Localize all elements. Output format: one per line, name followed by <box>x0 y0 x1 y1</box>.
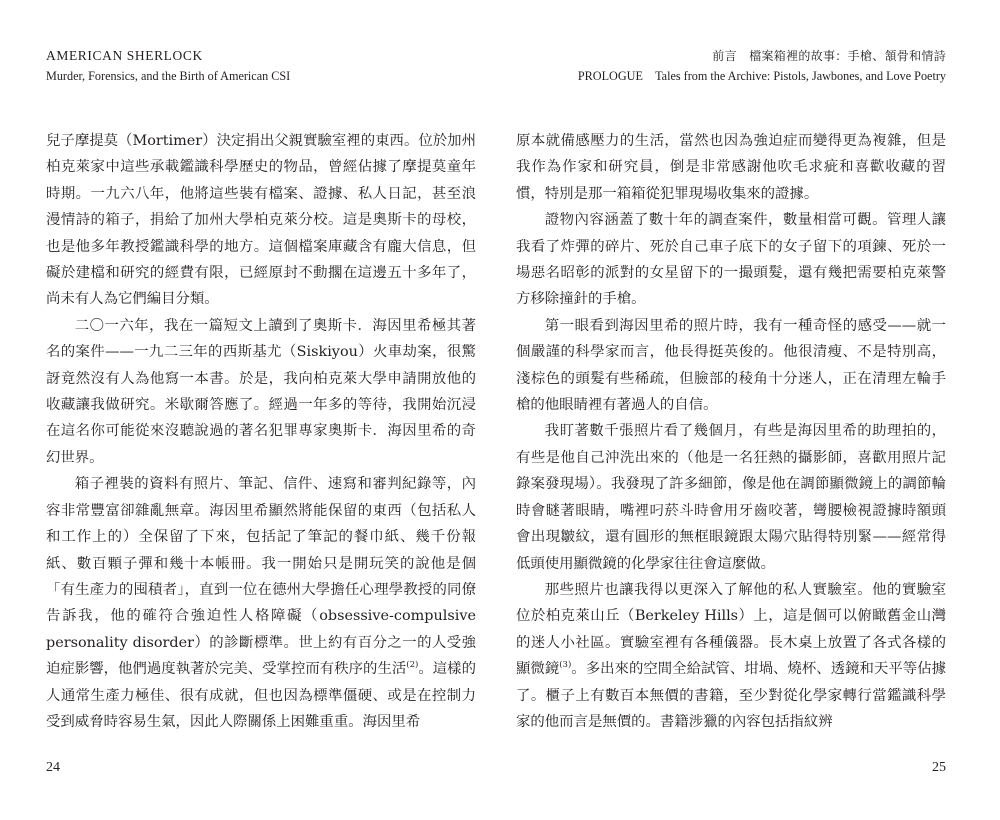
chapter-title-en: PROLOGUE Tales from the Archive: Pistols, Jawbones, and Love Poetry <box>577 69 946 83</box>
right-body-text <box>516 128 946 735</box>
page-number-left: 24 <box>46 760 60 775</box>
paragraph: 第一眼看到海因里希的照片時，我有一種奇怪的感受——就一個嚴謹的科學家而言，他長得挺英俊的。他很清瘦、不是特別高，淺棕色的頭髮有些稀疏，但臉部的稜角十分迷人，正在清理左輪手槍的他眼睛裡有著過人的自信。 <box>516 317 946 414</box>
paragraph: 兒子摩提莫（Mortimer）決定捐出父親實驗室裡的東西。位於加州柏克萊家中這些承載鑑識科學歷史的物品，曾經佔據了摩提莫童年時期。一九六八年，他將這些裝有檔案、證據、私人日記，甚至浪漫情詩的箱子，捐給了加州大學柏克萊分校。這是奧斯卡的母校，也是他多年教授鑑識科學的地方。這個檔案庫藏含有龐大信息，但礙於建檔和研究的經費有限，已經原封不動擱在這邊五十多年了，尚未有人為它們編目分類。 <box>46 133 476 308</box>
footnote-marker[interactable]: (2) <box>406 660 419 671</box>
page-number-right: 25 <box>932 760 946 775</box>
paragraph: 原本就備感壓力的生活，當然也因為強迫症而變得更為複雜，但是我作為作家和研究員，倒是非常感謝他吹毛求疵和喜歡收藏的習慣，特別是那一箱箱從犯罪現場收集來的證據。 <box>516 133 946 202</box>
paragraph: 二〇一六年，我在一篇短文上讀到了奧斯卡．海因里希極其著名的案件——一九二三年的西斯基尤（Siskiyou）火車劫案，很驚訝竟然沒有人為他寫一本書。於是，我向柏克萊大學申請開放他的收藏讓我做研究。米歇爾答應了。經過一年多的等待，我開始沉浸在這名你可能從來沒聽說過的著名犯罪專家奧斯卡．海因里希的奇幻世界。 <box>46 317 476 466</box>
paragraph: 證物內容涵蓋了數十年的調查案件，數量相當可觀。管理人讓我看了炸彈的碎片、死於自己車子底下的女子留下的項鍊、死於一場惡名昭彰的派對的女星留下的一撮頭髮，還有幾把需要柏克萊警方移除撞針的手槍。 <box>516 212 946 308</box>
book-title: AMERICAN SHERLOCK <box>46 48 203 63</box>
paragraph-text: 那些照片也讓我得以更深入了解他的私人實驗室。他的實驗室位於柏克萊山丘（Berkeley Hills）上，這是個可以俯瞰舊金山灣的迷人小社區。實驗室裡有各種儀器。長木桌上放置了各式各樣的顯微鏡 <box>516 581 946 678</box>
left-body-text <box>46 128 476 735</box>
paragraph <box>516 577 946 735</box>
running-header-left <box>46 46 476 86</box>
footnote-marker[interactable]: (3) <box>559 660 572 671</box>
left-page <box>46 0 496 820</box>
chapter-title-zh: 前言 檔案箱裡的故事：手槍、頷骨和情詩 <box>712 49 946 63</box>
right-page <box>516 0 966 820</box>
paragraph-text: 。多出來的空間全給試管、坩堝、燒杯、透鏡和天平等佔據了。櫃子上有數百本無價的書籍，至少對從化學家轉行當鑑識科學家的他而言是無價的。書籍涉獵的內容包括指紋辨 <box>516 661 946 730</box>
running-header-right <box>516 46 946 86</box>
paragraph: 我盯著數千張照片看了幾個月，有些是海因里希的助理拍的，有些是他自己沖洗出來的（他是一名狂熱的攝影師，喜歡用照片記錄案發現場）。我發現了許多細節，像是他在調節顯微鏡上的調節輪時會瞇著眼睛，嘴裡叼菸斗時會用牙齒咬著，彎腰檢視證據時額頭會出現皺紋，還有圓形的無框眼鏡跟太陽穴貼得特別緊——經常得低頭使用顯微鏡的化學家往往會這麼做。 <box>516 423 946 572</box>
paragraph-text: 。這樣的人通常生產力極佳、很有成就，但也因為標準僵硬、或是在控制力受到威脅時容易生氣，因此人際關係上困難重重。海因里希 <box>46 661 476 730</box>
book-subtitle: Murder, Forensics, and the Birth of American CSI <box>46 69 291 83</box>
paragraph <box>46 471 476 735</box>
paragraph-text: 箱子裡裝的資料有照片、筆記、信件、速寫和審判紀錄等，內容非常豐富卻雜亂無章。海因里希顯然將能保留的東西（包括私人和工作上的）全保留了下來，包括記了筆記的餐巾紙、幾千份報紙、數百顆子彈和幾十本帳冊。我一開始只是開玩笑的說他是個「有生產力的囤積者」，直到一位在德州大學擔任心理學教授的同僚告訴我，他的確符合強迫性人格障礙（obsessive-compulsive personality disorder）的診斷標準。世上約有百分之一的人受強迫症影響，他們過度執著於完美、受掌控而有秩序的生活 <box>46 476 476 678</box>
